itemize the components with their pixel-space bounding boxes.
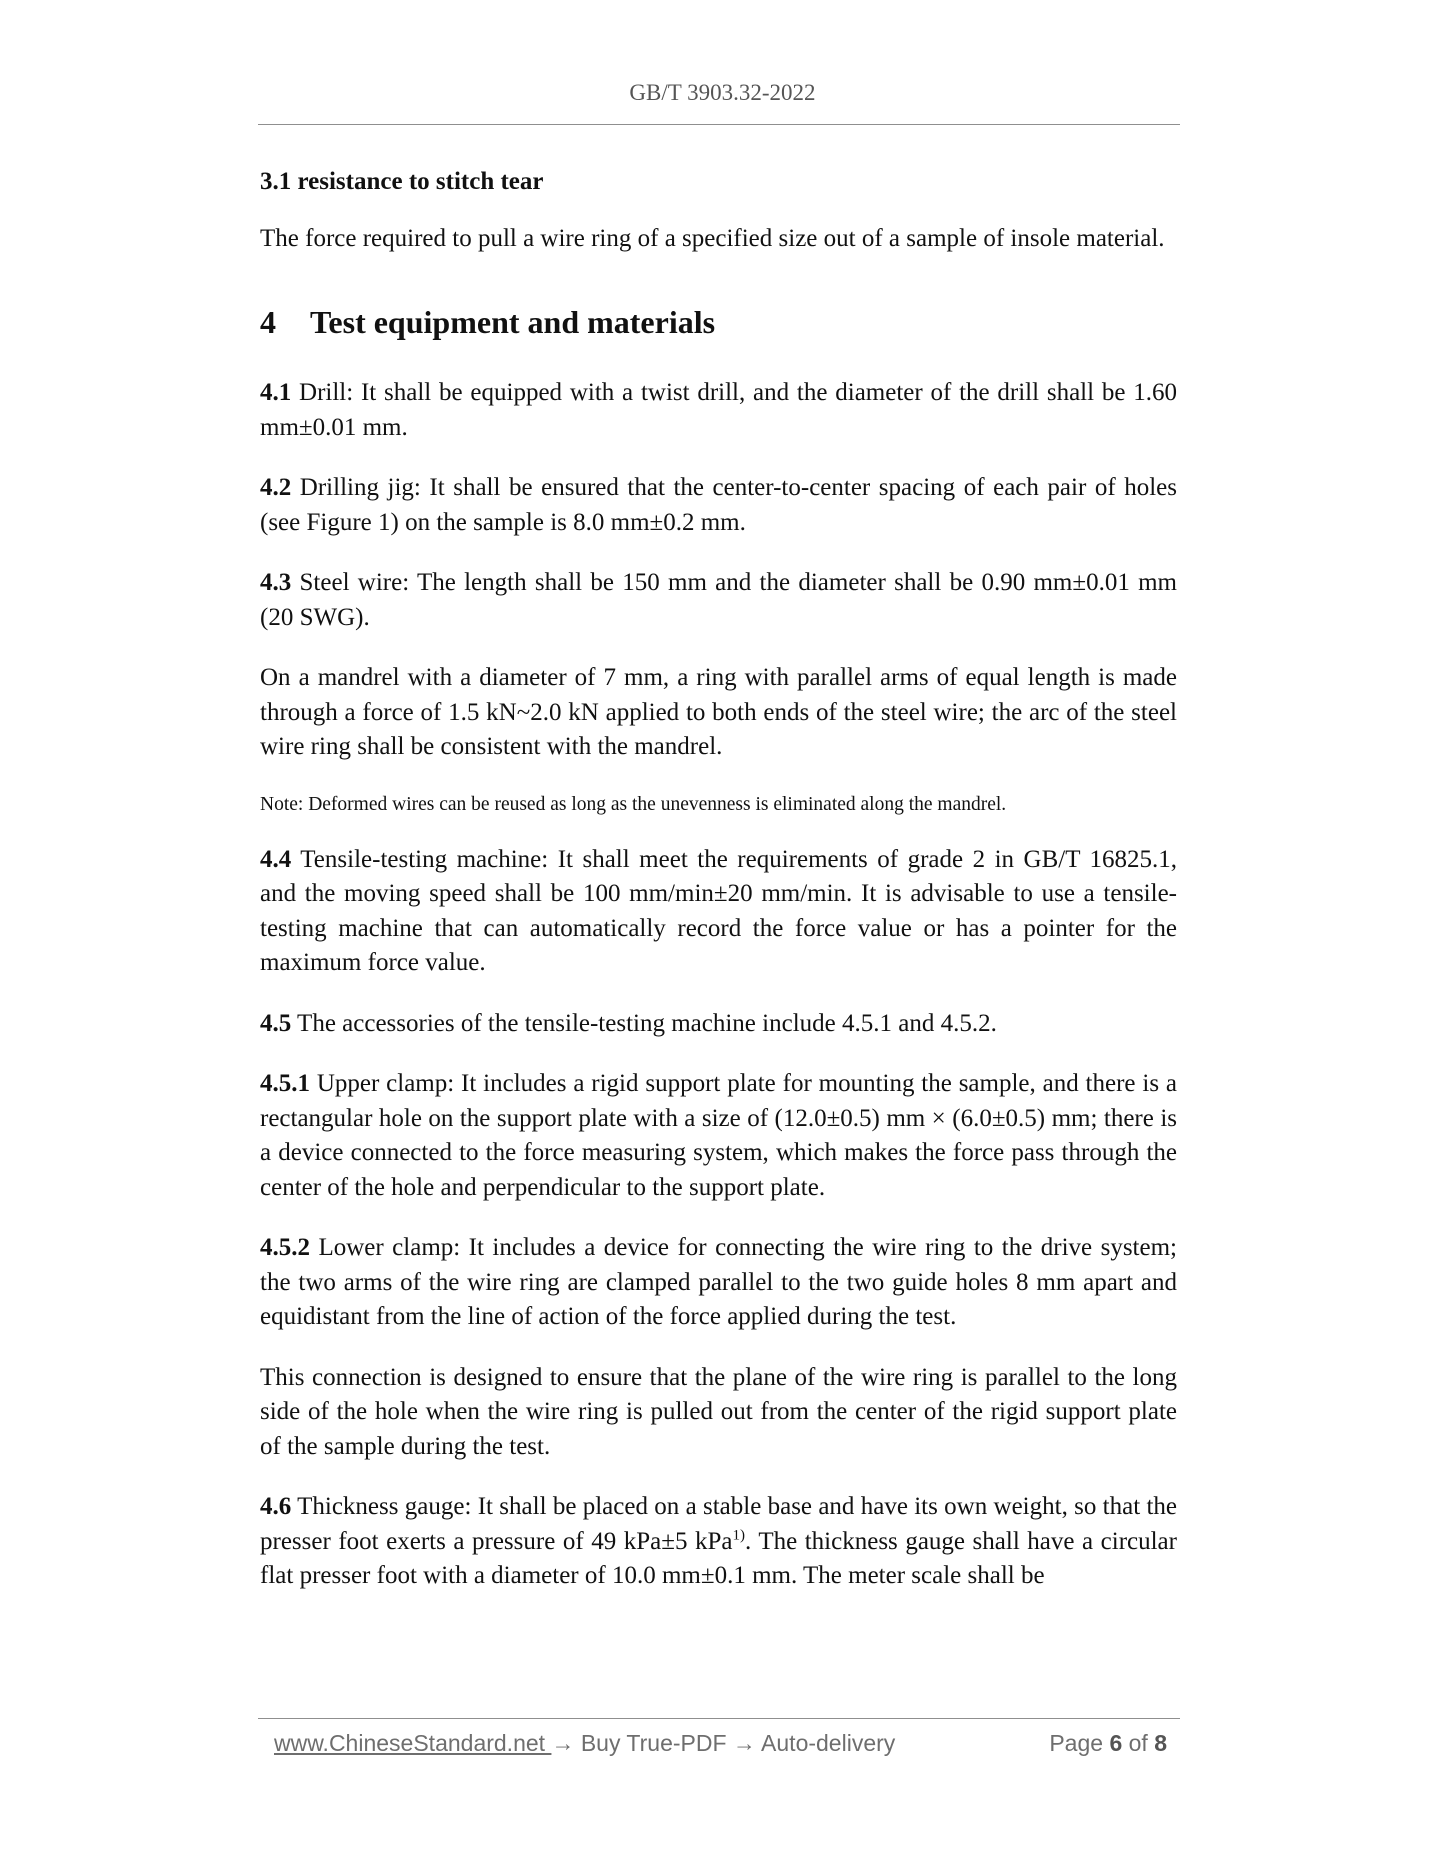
page-current: 6 — [1109, 1730, 1123, 1756]
auto-delivery-text: Auto-delivery — [755, 1730, 896, 1756]
item-number: 4.3 — [260, 569, 292, 596]
page-of: of — [1122, 1730, 1155, 1756]
clause-3-1-text: The force required to pull a wire ring of a specified size out of a sample of insole material. — [260, 224, 1165, 252]
header-standard-number: GB/T 3903.32-2022 — [629, 80, 816, 105]
item-text: The accessories of the tensile-testing machine include 4.5.1 and 4.5.2. — [291, 1009, 997, 1037]
mandrel-paragraph: On a mandrel with a diameter of 7 mm, a ring with parallel arms of equal length is made through a force of 1.5 kN~2.0 kN applied to both ends of the steel wire; the arc of the steel wire ring shall be consistent with the mandrel. — [260, 664, 1177, 760]
footer-divider — [258, 1718, 1180, 1719]
header-divider — [258, 124, 1180, 125]
buy-true-pdf-link[interactable]: Buy True-PDF — [574, 1730, 733, 1756]
item-4-5-1 — [260, 1067, 1177, 1205]
item-4-3 — [260, 566, 1177, 635]
footnote-marker: 1) — [732, 1527, 745, 1544]
item-number: 4.5.1 — [260, 1070, 310, 1097]
website-link[interactable]: www.ChineseStandard.net — [274, 1730, 552, 1756]
item-number: 4.2 — [260, 474, 292, 501]
item-text: Drill: It shall be equipped with a twist drill, and the diameter of the drill shall be 1.60 mm±0.01 mm. — [260, 379, 1177, 441]
item-number: 4.5.2 — [260, 1234, 310, 1261]
item-text: Steel wire: The length shall be 150 mm and the diameter shall be 0.90 mm±0.01 mm (20 SWG). — [260, 569, 1177, 631]
page-label: Page — [1049, 1730, 1110, 1756]
item-number: 4.6 — [260, 1493, 292, 1520]
connection-paragraph: This connection is designed to ensure that the plane of the wire ring is parallel to the long side of the hole when the wire ring is pulled out from the center of the rigid support plate of the sample during the test. — [260, 1363, 1177, 1460]
arrow-right-icon: → — [551, 1730, 575, 1756]
arrow-right-icon: → — [732, 1730, 756, 1756]
page-indicator — [1049, 1730, 1167, 1757]
item-text: Tensile-testing machine: It shall meet the requirements of grade 2 in GB/T 16825.1, and the moving speed shall be 100 mm/min±20 mm/min. It is advisable to use a tensile-testing machine that can automatically record the force value or has a pointer for the maximum force value. — [260, 845, 1177, 976]
item-text: Drilling jig: It shall be ensured that the center-to-center spacing of each pair of holes (see Figure 1) on the sample is 8.0 mm±0.2 mm. — [260, 474, 1177, 536]
item-text-continued: . The thickness gauge shall have a circular flat presser foot with a diameter of 10.0 mm±0.1 mm. The meter scale shall be — [260, 1527, 1177, 1589]
page-content — [260, 165, 1177, 1620]
item-text: Upper clamp: It includes a rigid support plate for mounting the sample, and there is a rectangular hole on the support plate with a size of (12.0±0.5) mm × (6.0±0.5) mm; there is a device connected to the force measuring system, which makes the force pass through the center of the hole and perpendicular to the support plate. — [260, 1070, 1177, 1201]
item-number: 4.5 — [260, 1009, 292, 1037]
footer — [274, 1730, 1167, 1760]
section-title: Test equipment and materials — [310, 304, 716, 340]
item-text: Lower clamp: It includes a device for connecting the wire ring to the drive system; the two arms of the wire ring are clamped parallel to the two guide holes 8 mm apart and equidistant from the line of action of the force applied during the test. — [260, 1234, 1177, 1330]
item-text: Thickness gauge: It shall be placed on a stable base and have its own weight, so that the presser foot exerts a pressure of 49 kPa±5 kPa — [260, 1493, 1177, 1555]
item-number: 4.4 — [260, 845, 292, 873]
item-4-6 — [260, 1490, 1177, 1594]
item-4-5-2 — [260, 1231, 1177, 1335]
section-number: 4 — [260, 304, 276, 340]
note: Note: Deformed wires can be reused as long as the unevenness is eliminated along the mandrel. — [260, 793, 1007, 815]
item-4-5 — [260, 1007, 1177, 1042]
clause-3-1-title: 3.1 resistance to stitch tear — [260, 168, 544, 195]
item-4-2 — [260, 471, 1177, 540]
item-number: 4.1 — [260, 379, 292, 406]
page-total: 8 — [1154, 1730, 1167, 1756]
item-4-4 — [260, 843, 1177, 981]
footer-links — [274, 1730, 895, 1757]
item-4-1 — [260, 376, 1177, 445]
section-4-heading — [260, 302, 1177, 342]
